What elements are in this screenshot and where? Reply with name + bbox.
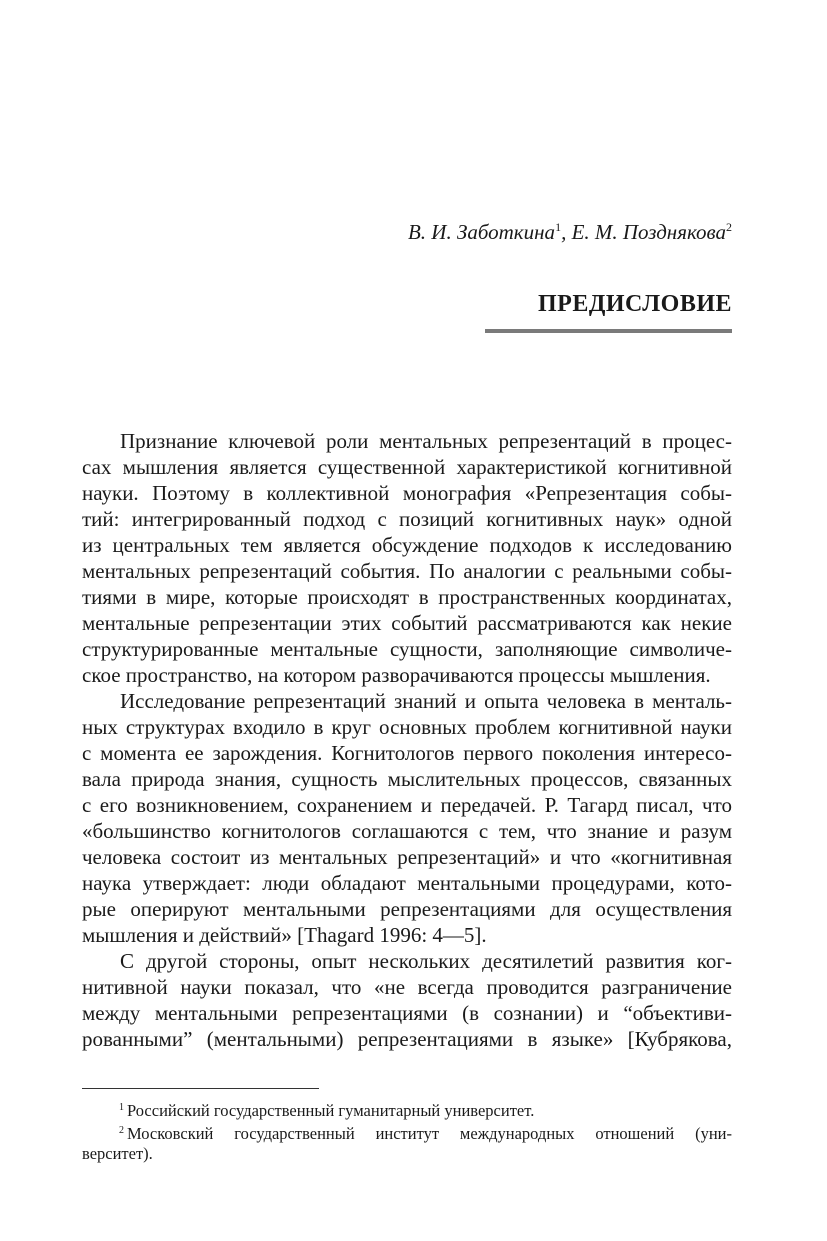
text-line: ментальные репрезентации этих событий рассматриваются как некие <box>82 611 732 635</box>
text-line: сах мышления является существенной характеристикой когнитивной <box>82 455 732 479</box>
author-2: Е. М. Позднякова <box>571 220 726 244</box>
text-line: человека состоит из ментальных репрезентаций» и что «когнитивная <box>82 845 732 869</box>
body-text <box>82 428 732 1052</box>
footnote-ref-2[interactable]: 2 <box>726 220 732 234</box>
author-1: В. И. Заботкина <box>407 220 556 244</box>
footnote-separator <box>82 1088 319 1089</box>
text-line: нитивной науки показал, что «не всегда проводится разграничение <box>82 975 732 999</box>
footnote-2 <box>82 1119 732 1142</box>
footnote-ref-1[interactable]: 1 <box>555 220 562 234</box>
authors-line <box>408 220 732 245</box>
footnote-1-mark: 1 <box>119 1102 124 1113</box>
author-separator: , <box>561 220 567 244</box>
text-line: мышления и действий» [Thagard 1996: 4—5]. <box>82 923 487 947</box>
text-line: ское пространство, на котором разворачиваются процессы мышления. <box>82 663 711 687</box>
footnote-1-text: Российский государственный гуманитарный университет. <box>127 1101 535 1120</box>
text-line: ных структурах входило в круг основных проблем когнитивной науки <box>82 715 732 739</box>
text-line: структурированные ментальные сущности, заполняющие символиче- <box>82 637 732 661</box>
text-line: рованными” (ментальными) репрезентациями в языке» [Кубрякова, <box>82 1027 732 1051</box>
title-underline <box>485 329 732 333</box>
text-line: С другой стороны, опыт нескольких десятилетий развития ког- <box>120 949 732 973</box>
text-line: рые оперируют ментальными репрезентациями для осуществления <box>82 897 732 921</box>
text-line: вала природа знания, сущность мыслительных процессов, связанных <box>82 767 732 791</box>
text-line: тиями в мире, которые происходят в пространственных координатах, <box>82 585 732 609</box>
text-line: между ментальными репрезентациями (в сознании) и “объективи- <box>82 1001 732 1025</box>
chapter-title: ПРЕДИСЛОВИЕ <box>538 291 732 317</box>
footnote-1 <box>82 1096 732 1119</box>
text-line: тий: интегрированный подход с позиций когнитивных наук» одной <box>82 507 732 531</box>
text-line: Исследование репрезентаций знаний и опыта человека в менталь- <box>120 689 732 713</box>
footnote-2-continuation: верситет). <box>82 1144 153 1163</box>
text-line: Признание ключевой роли ментальных репрезентаций в процес- <box>120 429 732 453</box>
footnotes <box>82 1096 732 1165</box>
footnote-2-text: Московский государственный институт международных отношений (уни- <box>127 1124 732 1143</box>
text-line: из центральных тем является обсуждение подходов к исследованию <box>82 533 732 557</box>
text-line: наука утверждает: люди обладают ментальными процедурами, кото- <box>82 871 732 895</box>
footnote-2-mark: 2 <box>119 1125 124 1136</box>
text-line: с момента ее зарождения. Когнитологов первого поколения интересо- <box>82 741 732 765</box>
text-line: «большинство когнитологов соглашаются с тем, что знание и разум <box>82 819 732 843</box>
text-line: науки. Поэтому в коллективной монография «Репрезентация собы- <box>82 481 732 505</box>
text-line: ментальных репрезентаций события. По аналогии с реальными собы- <box>82 559 732 583</box>
text-line: с его возникновением, сохранением и передачей. Р. Тагард писал, что <box>82 793 732 817</box>
